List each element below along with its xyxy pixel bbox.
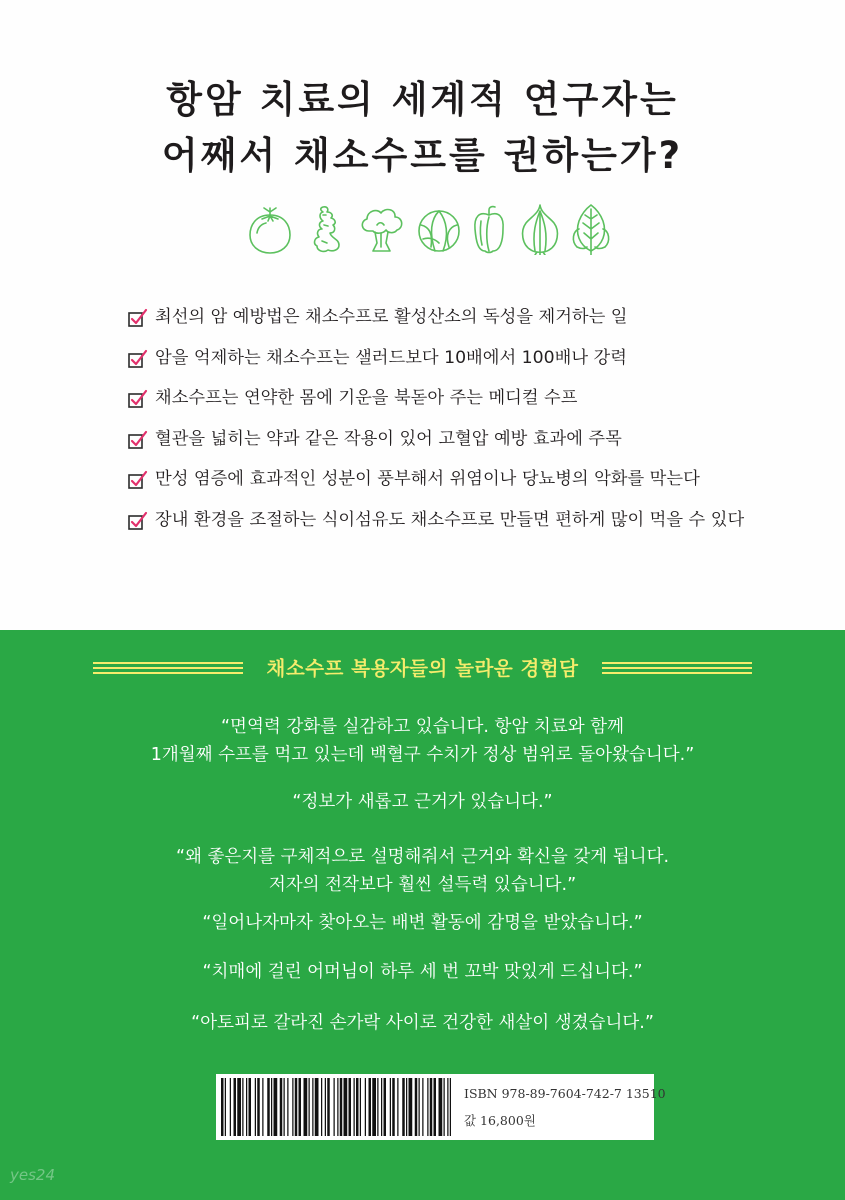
headline xyxy=(0,72,845,184)
list-item xyxy=(128,383,808,424)
isbn-number: ISBN 978-89-7604-742-7 13510 xyxy=(464,1086,666,1101)
barcode-bar xyxy=(315,1078,319,1136)
barcode-bar xyxy=(430,1078,433,1136)
barcode-bar xyxy=(422,1078,423,1136)
barcode-bar xyxy=(444,1078,445,1136)
barcode-bar xyxy=(344,1078,348,1136)
headline-line-2: 어째서 채소수프를 권하는가? xyxy=(161,134,684,177)
headline-line-1: 항암 치료의 세계적 연구자는 xyxy=(166,78,679,121)
barcode-bar xyxy=(321,1078,322,1136)
watermark: yes24 xyxy=(10,1166,56,1184)
barcode-bar xyxy=(384,1078,387,1136)
barcode-bar xyxy=(262,1078,263,1136)
barcode-bar xyxy=(356,1078,359,1136)
barcode-bar xyxy=(450,1078,451,1136)
barcode-bar xyxy=(372,1078,376,1136)
checkbox-checked-icon xyxy=(128,470,148,490)
quote-line: “정보가 새롭고 근거가 있습니다.” xyxy=(292,792,553,812)
tomato-icon xyxy=(247,203,293,255)
barcode-bar xyxy=(267,1078,270,1136)
broccoli-icon xyxy=(357,203,407,255)
barcode-bar xyxy=(234,1078,237,1136)
ginger-icon xyxy=(309,203,345,255)
barcode-bar xyxy=(237,1078,241,1136)
checklist-text: 최선의 암 예방법은 채소수프로 활성산소의 독성을 제거하는 일 xyxy=(155,307,628,327)
barcode-bar xyxy=(327,1078,330,1136)
checklist-text: 장내 환경을 조절하는 식이섬유도 채소수프로 만들면 편하게 많이 먹을 수 있다 xyxy=(155,509,745,530)
checkbox-checked-icon xyxy=(128,389,148,409)
barcode-bar xyxy=(295,1078,298,1136)
list-item xyxy=(128,302,808,343)
barcode-bar xyxy=(349,1078,352,1136)
barcode-bar xyxy=(292,1078,293,1136)
testimonial-quote xyxy=(0,958,845,986)
barcode-bar xyxy=(312,1078,313,1136)
barcode-bar xyxy=(334,1078,335,1136)
barcode-bar xyxy=(427,1078,428,1136)
quote-line: “면역력 강화를 실감하고 있습니다. 항암 치료와 함께 xyxy=(220,717,624,737)
barcode-bar xyxy=(255,1078,256,1136)
barcode-bar xyxy=(439,1078,443,1136)
cabbage-icon xyxy=(415,203,463,255)
barcode-bar xyxy=(242,1078,243,1136)
quote-line: 저자의 전작보다 훨씬 설득력 있습니다.” xyxy=(268,875,577,895)
barcode-bar xyxy=(225,1078,226,1136)
barcode-bar xyxy=(447,1078,448,1136)
checkbox-checked-icon xyxy=(128,430,148,450)
barcode-bar xyxy=(325,1078,326,1136)
testimonial-title: 채소수프 복용자들의 놀라운 경험담 xyxy=(266,657,579,680)
quote-line: “아토피로 갈라진 손가락 사이로 건강한 새살이 생겼습니다.” xyxy=(191,1013,654,1033)
checklist-text: 채소수프는 연약한 몸에 기운을 북돋아 주는 메디컬 수프 xyxy=(155,388,578,408)
barcode-bar xyxy=(390,1078,391,1136)
barcode-bar xyxy=(419,1078,420,1136)
testimonial-quote xyxy=(0,909,845,937)
checkbox-checked-icon xyxy=(128,511,148,531)
barcode-bar xyxy=(397,1078,398,1136)
onion-icon xyxy=(519,203,561,255)
barcode-bar xyxy=(402,1078,405,1136)
barcode-bar xyxy=(392,1078,395,1136)
quote-line: “치매에 걸린 어머님이 하루 세 번 꼬박 맛있게 드십니다.” xyxy=(202,962,643,982)
checklist-text: 만성 염증에 효과적인 성분이 풍부해서 위염이나 당뇨병의 악화를 막는다 xyxy=(155,469,700,489)
barcode-bar xyxy=(360,1078,361,1136)
barcode-bar xyxy=(365,1078,366,1136)
quote-line: “일어나자마자 찾아오는 배변 활동에 감명을 받았습니다.” xyxy=(202,913,643,933)
barcode-bar xyxy=(249,1078,252,1136)
list-item xyxy=(128,505,808,546)
barcode-bar xyxy=(377,1078,378,1136)
quote-line: 1개월째 수프를 먹고 있는데 백혈구 수치가 정상 범위로 돌아왔습니다.” xyxy=(150,745,695,765)
barcode-bar xyxy=(304,1078,308,1136)
barcode-bar xyxy=(257,1078,260,1136)
spinach-icon xyxy=(569,203,613,255)
list-item xyxy=(128,343,808,384)
barcode-bar xyxy=(299,1078,302,1136)
barcode-bar xyxy=(337,1078,338,1136)
list-item xyxy=(128,424,808,465)
checklist xyxy=(128,302,808,545)
testimonial-quote xyxy=(0,1009,845,1037)
barcode-bar xyxy=(340,1078,343,1136)
barcode-bar xyxy=(284,1078,285,1136)
testimonial-quote xyxy=(0,713,845,769)
barcode-bar xyxy=(406,1078,407,1136)
quote-line: “왜 좋은지를 구체적으로 설명해줘서 근거와 확신을 갖게 됩니다. xyxy=(175,847,670,867)
barcode-bar xyxy=(271,1078,272,1136)
barcode-bar xyxy=(309,1078,310,1136)
list-item xyxy=(128,464,808,505)
testimonial-quote xyxy=(0,843,845,899)
checklist-text: 혈관을 넓히는 약과 같은 작용이 있어 고혈압 예방 효과에 주목 xyxy=(155,428,622,449)
barcode-bar xyxy=(274,1078,278,1136)
vegetable-icon-row xyxy=(247,203,607,259)
barcode-bar xyxy=(287,1078,288,1136)
barcode-bar xyxy=(280,1078,283,1136)
barcode-bar xyxy=(230,1078,231,1136)
barcode-bar xyxy=(354,1078,355,1136)
checkbox-checked-icon xyxy=(128,308,148,328)
testimonial-quote xyxy=(0,788,845,816)
barcode xyxy=(220,1078,452,1136)
barcode-bar xyxy=(415,1078,418,1136)
barcode-bar xyxy=(246,1078,247,1136)
barcode-bar xyxy=(221,1078,224,1136)
barcode-bar xyxy=(369,1078,372,1136)
barcode-bar xyxy=(434,1078,437,1136)
bell-pepper-icon xyxy=(471,203,507,255)
barcode-label xyxy=(216,1074,666,1140)
barcode-bar xyxy=(409,1078,413,1136)
checklist-text: 암을 억제하는 채소수프는 샐러드보다 10배에서 100배나 강력 xyxy=(155,347,627,368)
checkbox-checked-icon xyxy=(128,349,148,369)
price: 값 16,800원 xyxy=(464,1113,536,1128)
barcode-bar xyxy=(381,1078,382,1136)
